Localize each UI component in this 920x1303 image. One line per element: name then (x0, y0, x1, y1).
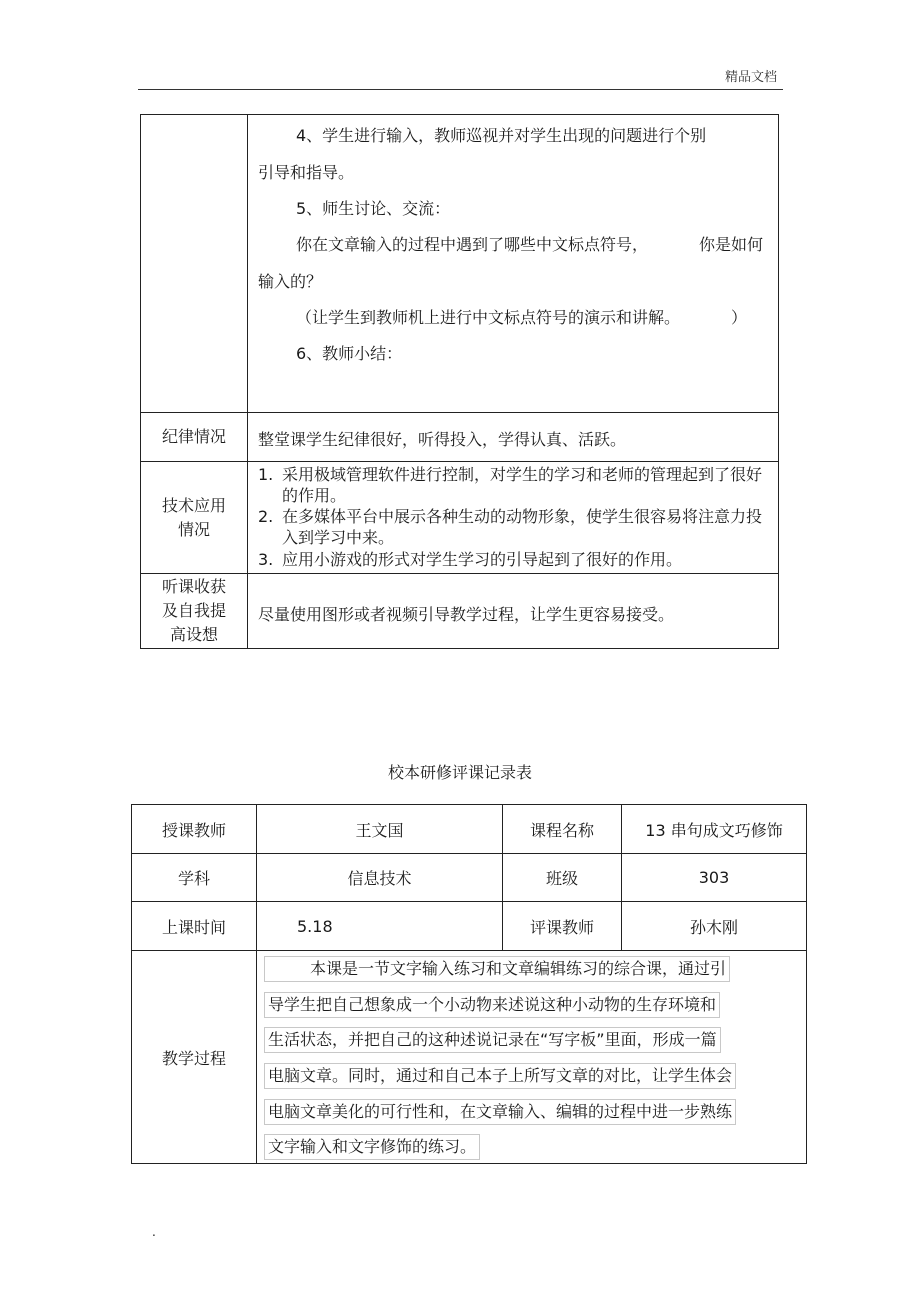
course-label: 课程名称 (503, 805, 622, 854)
process-line: 导学生把自己想象成一个小动物来述说这种小动物的生存环境和 (264, 992, 720, 1018)
teacher-label: 授课教师 (132, 805, 257, 854)
tech-item-text: 采用极域管理软件进行控制，对学生的学习和老师的管理起到了很好的作用。 (282, 465, 763, 505)
gains-label-line3: 高设想 (169, 625, 218, 644)
subject-label: 学科 (132, 854, 257, 902)
process-demo-note-close: ） (731, 308, 748, 327)
tech-item (258, 506, 762, 548)
discipline-label: 纪律情况 (141, 413, 248, 462)
tech-label-cell (141, 462, 248, 574)
process-label: 教学过程 (132, 951, 257, 1164)
process-question-cont: 输入的？ (258, 272, 323, 291)
course-value: 13 串句成文巧修饰 (622, 805, 807, 854)
process-question: 你在文章输入的过程中遇到了哪些中文标点符号， (296, 235, 649, 254)
header-label: 精品文档 (724, 70, 777, 85)
process-content-cell (248, 115, 779, 413)
evaluation-record-table (131, 804, 807, 1164)
gains-text: 尽量使用图形或者视频引导教学过程，让学生更容易接受。 (258, 605, 675, 624)
class-value: 303 (622, 854, 807, 902)
time-value: 5.18 (257, 902, 503, 951)
tech-item-text: 在多媒体平台中展示各种生动的动物形象，使学生很容易将注意力投入到学习中来。 (282, 507, 763, 547)
process-question-tail: 你是如何 (699, 235, 764, 254)
process-line: 本课是一节文字输入练习和文章编辑练习的综合课，通过引 (264, 956, 730, 982)
tech-item-number: 1. (258, 465, 274, 484)
process-step-4: 4、学生进行输入，教师巡视并对学生出现的问题进行个别 (296, 126, 707, 145)
lesson-record-table-continued (140, 114, 779, 649)
reviewer-label: 评课教师 (503, 902, 622, 951)
gains-label-line1: 听课收获 (161, 577, 226, 596)
process-label-cell (141, 115, 248, 413)
process-line: 电脑文章美化的可行性和，在文章输入、编辑的过程中进一步熟练 (264, 1099, 736, 1125)
process-line: 生活状态，并把自己的这种述说记录在“写字板”里面，形成一篇 (264, 1027, 721, 1053)
gains-text-cell (248, 574, 779, 649)
gains-label-cell (141, 574, 248, 649)
tech-item-number: 2. (258, 507, 274, 526)
tech-item (258, 549, 762, 570)
process-line: 文字输入和文字修饰的练习。 (264, 1134, 480, 1160)
class-label: 班级 (503, 854, 622, 902)
discipline-text-cell (248, 413, 779, 462)
teacher-value: 王文国 (257, 805, 503, 854)
tech-item (258, 464, 762, 506)
time-label: 上课时间 (132, 902, 257, 951)
discipline-text: 整堂课学生纪律很好，听得投入，学得认真、活跃。 (258, 430, 627, 449)
subject-value: 信息技术 (257, 854, 503, 902)
header-divider (138, 89, 783, 90)
footer-mark: . (152, 1225, 156, 1239)
process-step-5: 5、师生讨论、交流： (296, 199, 451, 218)
tech-label-line1: 技术应用 (161, 495, 226, 515)
tech-item-text: 应用小游戏的形式对学生学习的引导起到了很好的作用。 (282, 550, 683, 569)
tech-label-line2: 情况 (177, 519, 210, 539)
process-line: 电脑文章。同时，通过和自己本子上所写文章的对比，让学生体会 (264, 1063, 736, 1089)
process-step-4-cont: 引导和指导。 (258, 163, 355, 182)
gains-label-line2: 及自我提 (161, 601, 226, 620)
process-description-cell (257, 951, 807, 1164)
tech-content-cell (248, 462, 779, 574)
reviewer-value: 孙木刚 (622, 902, 807, 951)
evaluation-form-title: 校本研修评课记录表 (387, 763, 532, 782)
process-demo-note: （让学生到教师机上进行中文标点符号的演示和讲解。 (296, 308, 681, 327)
tech-item-number: 3. (258, 550, 274, 569)
process-step-6: 6、教师小结： (296, 344, 403, 363)
